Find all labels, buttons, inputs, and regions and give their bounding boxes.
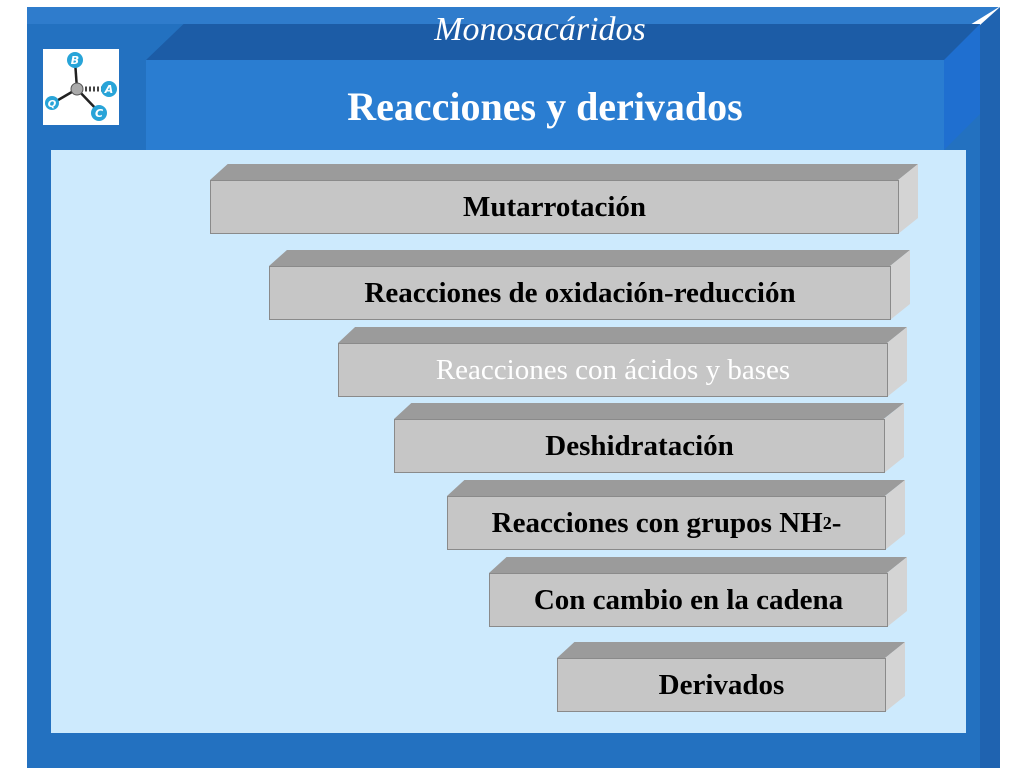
frame-right-bevel	[980, 7, 1000, 768]
atom-label: B	[70, 54, 80, 67]
item-oxidacion-reduccion[interactable]	[269, 250, 910, 320]
molecule-logo	[43, 49, 119, 125]
atom-label: Q	[47, 99, 57, 110]
item-grupos-nh2[interactable]	[447, 480, 905, 550]
slide-title: Reacciones y derivados	[347, 84, 743, 129]
item-label: Reacciones con ácidos y bases	[338, 343, 888, 397]
item-label-suffix: -	[831, 506, 842, 539]
molecule-icon	[43, 49, 119, 125]
atom-label: A	[104, 83, 114, 96]
item-label: Reacciones con grupos NH 2 -	[447, 496, 886, 550]
item-cambio-cadena[interactable]	[489, 557, 907, 627]
atom-label: C	[94, 107, 104, 120]
item-label: Con cambio en la cadena	[489, 573, 888, 627]
item-label: Deshidratación	[394, 419, 885, 473]
item-acidos-bases[interactable]	[338, 327, 907, 397]
item-label: Reacciones de oxidación-reducción	[269, 266, 891, 320]
item-deshidratacion[interactable]	[394, 403, 904, 473]
item-label: Derivados	[557, 658, 886, 712]
slide-subtitle: Monosacáridos	[434, 11, 646, 48]
item-derivados[interactable]	[557, 642, 905, 712]
item-label: Mutarrotación	[210, 180, 899, 234]
item-mutarrotacion[interactable]	[210, 164, 918, 234]
item-label-text: Reacciones con grupos NH	[491, 506, 823, 539]
